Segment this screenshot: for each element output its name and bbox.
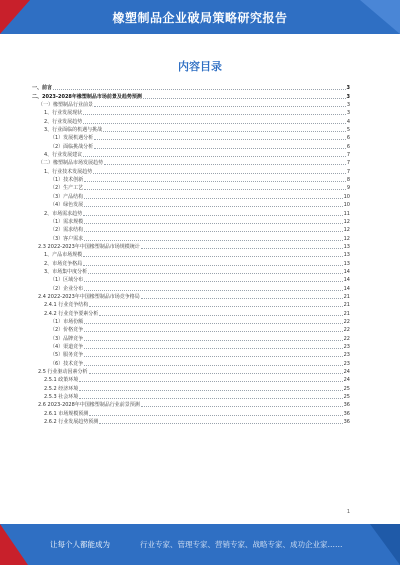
toc-dot-leader [83,114,346,115]
toc-entry-label: （6）技术竞争 [50,360,84,367]
toc-entry-label: 2.6.1 市场规模预测 [44,410,89,417]
toc-entry-label: 一、前言 [32,85,53,92]
toc-entry[interactable] [32,259,350,267]
toc-dot-leader [83,123,346,124]
toc-entry[interactable] [32,293,350,301]
report-title: 橡塑制品企业破局策略研究报告 [112,11,288,25]
toc-entry[interactable] [32,126,350,134]
toc-entry[interactable] [32,401,350,409]
toc-dot-leader [83,215,342,216]
toc-entry[interactable] [32,409,350,417]
toc-entry[interactable] [32,92,350,100]
toc-entry-label: 2.5.2 经济环境 [44,385,79,392]
toc-dot-leader [99,423,342,424]
toc-dot-leader [84,240,342,241]
toc-entry-label: （2）企业分布 [50,285,84,292]
toc-entry-label: （1）发展机遇分析 [50,135,94,142]
toc-entry-page: 13 [343,252,350,259]
toc-entry-page: 5 [346,127,350,134]
toc-entry[interactable] [32,201,350,209]
toc-entry-page: 14 [343,285,350,292]
toc-dot-leader [84,181,346,182]
toc-entry-page: 3 [346,93,350,100]
toc-dot-leader [83,256,342,257]
toc-entry[interactable] [32,326,350,334]
toc-entry[interactable] [32,117,350,125]
toc-entry-label: 2.5.3 社会环境 [44,394,79,401]
toc-entry-page: 7 [346,152,350,159]
toc-entry-page: 24 [343,369,350,376]
toc-entry-page: 21 [343,302,350,309]
footer-red-accent [0,524,28,565]
toc-entry-page: 13 [343,260,350,267]
toc-entry-page: 6 [346,143,350,150]
toc-dot-leader [84,290,342,291]
toc-dot-leader [84,281,342,282]
toc-entry-page: 22 [343,335,350,342]
toc-entry-page: 25 [343,394,350,401]
toc-entry-page: 14 [343,268,350,275]
toc-entry-label: 2、行业发展趋势 [44,118,83,125]
toc-dot-leader [84,198,342,199]
toc-dot-leader [84,348,342,349]
toc-entry-label: 2、市场竞争格局 [44,260,83,267]
toc-dot-leader [103,131,346,132]
toc-dot-leader [84,340,342,341]
toc-entry-page: 36 [343,402,350,409]
toc-dot-leader [79,381,342,382]
toc-entry[interactable] [32,276,350,284]
toc-entry-label: （1）市场份额 [50,318,84,325]
toc-dot-leader [143,98,346,99]
footer-slogan-lead: 让每个人都能成为 [50,540,110,549]
toc-entry-page: 11 [343,210,350,217]
toc-entry-label: （3）品牌竞争 [50,335,84,342]
footer-blue-accent [370,524,400,565]
toc-entry-label: （4）绿色发展 [50,202,84,209]
toc-entry[interactable] [32,101,350,109]
toc-entry-label: 1、产品市场规模 [44,252,83,259]
toc-entry[interactable] [32,359,350,367]
toc-entry-label: 3、市场集中度分析 [44,268,88,275]
toc-entry-label: 2.4 2022-2023年中国橡塑制品市场竞争格局 [38,293,140,300]
toc-entry-label: 1、行业发展现状 [44,110,83,117]
toc-entry[interactable] [32,184,350,192]
toc-entry-page: 22 [343,327,350,334]
toc-dot-leader [89,373,343,374]
toc-entry[interactable] [32,226,350,234]
toc-entry[interactable] [32,351,350,359]
toc-entry-page: 23 [343,344,350,350]
toc-entry[interactable] [32,393,350,401]
toc-entry[interactable] [32,284,350,292]
toc-entry-page: 3 [346,85,350,92]
toc-entry-page: 23 [343,352,350,359]
toc-entry-page: 21 [343,310,350,317]
toc-entry-page: 14 [343,277,350,284]
toc-dot-leader [84,206,342,207]
toc-dot-leader [84,323,342,324]
toc-entry-label: 2.4.1 行业竞争结构 [44,302,89,309]
toc-entry[interactable] [32,334,350,342]
toc-entry[interactable] [32,301,350,309]
toc-entry-page: 7 [346,160,350,167]
toc-entry-label: （2）面临挑战分析 [50,143,94,150]
toc-entry-label: 2.6.2 行业发展趋势预测 [44,419,99,426]
toc-entry-label: （2）需求结构 [50,227,84,234]
toc-entry-page: 12 [343,227,350,234]
toc-entry-page: 6 [346,135,350,142]
toc-entry[interactable] [32,243,350,251]
toc-entry[interactable] [32,218,350,226]
toc-entry-label: （2）价格竞争 [50,327,84,334]
toc-dot-leader [84,365,342,366]
toc-entry-page: 36 [343,419,350,426]
toc-entry-page: 4 [346,118,350,125]
toc-entry-page: 3 [346,110,350,117]
toc-dot-leader [104,164,346,165]
toc-dot-leader [94,148,346,149]
toc-entry[interactable] [32,209,350,217]
toc-entry[interactable] [32,343,350,351]
toc-entry-label: （1）技术创新 [50,177,84,184]
toc-entry[interactable] [32,134,350,142]
page-number: 1 [346,509,350,515]
footer-slogan-roles: 行业专家、管理专家、营销专家、战略专家、成功企业家…… [140,540,343,549]
toc-entry-label: 2、市场需求趋势 [44,210,83,217]
toc-entry-label: 2.3 2022-2023年中国橡塑制品市场规模统计 [38,243,140,250]
toc-entry-page: 24 [343,377,350,384]
toc-entry[interactable] [32,268,350,276]
toc-dot-leader [89,415,342,416]
toc-entry-page: 22 [343,318,350,325]
toc-entry[interactable] [32,159,350,167]
toc-dot-leader [88,273,342,274]
toc-entry-label: 2.6 2023-2028年中国橡塑制品行业前景预测 [38,402,140,409]
toc-dot-leader [53,89,346,90]
toc-entry-label: 2.4.2 行业竞争要素分析 [44,310,99,317]
toc-dot-leader [79,398,342,399]
toc-entry-label: （3）产品结构 [50,193,84,200]
toc-entry[interactable] [32,234,350,242]
toc-entry[interactable] [32,142,350,150]
toc-entry-label: 4、行业发展建议 [44,152,83,159]
toc-dot-leader [83,156,346,157]
toc-entry-page: 10 [343,193,350,200]
toc-entry[interactable] [32,376,350,384]
toc-entry[interactable] [32,167,350,175]
page-header [0,0,400,34]
toc-entry-page: 21 [343,293,350,300]
toc-dot-leader [84,223,342,224]
toc-entry-label: 2.5 行业驱动因素分析 [38,369,88,376]
toc-entry-label: （3）客户需求 [50,235,84,242]
toc-entry-label: （2）生产工艺 [50,185,84,192]
toc-entry-label: 1、行业技术发展趋势 [44,168,93,175]
table-of-contents [32,84,350,426]
toc-entry[interactable] [32,151,350,159]
toc-entry-label: （1）需求规模 [50,218,84,225]
toc-entry[interactable] [32,368,350,376]
toc-entry-label: 二、2023-2028年橡塑制品市场前景及趋势预测 [32,93,142,100]
toc-entry-page: 3 [346,102,350,109]
toc-dot-leader [141,248,343,249]
toc-entry[interactable] [32,176,350,184]
toc-heading: 内容目录 [178,60,222,73]
toc-dot-leader [141,406,343,407]
toc-entry-page: 9 [346,185,350,192]
toc-entry[interactable] [32,318,350,326]
toc-entry-label: （4）渠道竞争 [50,344,84,350]
toc-entry-page: 10 [343,202,350,209]
page-footer [0,524,400,565]
toc-dot-leader [84,331,342,332]
toc-dot-leader [94,106,346,107]
toc-entry-page: 25 [343,385,350,392]
toc-dot-leader [84,189,346,190]
toc-entry-page: 8 [346,177,350,184]
toc-dot-leader [141,298,343,299]
toc-dot-leader [84,356,342,357]
toc-dot-leader [79,390,342,391]
toc-entry-label: 3、行业面临的机遇与挑战 [44,127,103,134]
toc-entry[interactable] [32,251,350,259]
toc-dot-leader [93,173,346,174]
toc-entry-label: 2.5.1 政策环境 [44,377,79,384]
toc-entry[interactable] [32,84,350,92]
toc-dot-leader [83,265,342,266]
toc-dot-leader [84,231,342,232]
toc-entry-page: 12 [343,218,350,225]
toc-dot-leader [94,139,346,140]
toc-dot-leader [89,306,342,307]
toc-entry-label: （1）区域分布 [50,277,84,284]
toc-entry[interactable] [32,109,350,117]
toc-entry-page: 12 [343,235,350,242]
toc-entry-label: （5）服务竞争 [50,352,84,359]
toc-entry-label: （一）橡塑制品行业前景 [38,102,94,109]
toc-entry[interactable] [32,418,350,426]
toc-dot-leader [99,315,342,316]
toc-entry-label: （二）橡塑制品市场发展趋势 [38,160,104,167]
toc-entry[interactable] [32,384,350,392]
toc-entry-page: 13 [343,243,350,250]
toc-entry-page: 23 [343,360,350,367]
toc-entry[interactable] [32,192,350,200]
toc-entry-page: 36 [343,410,350,417]
toc-entry[interactable] [32,309,350,317]
toc-entry-page: 7 [346,168,350,175]
